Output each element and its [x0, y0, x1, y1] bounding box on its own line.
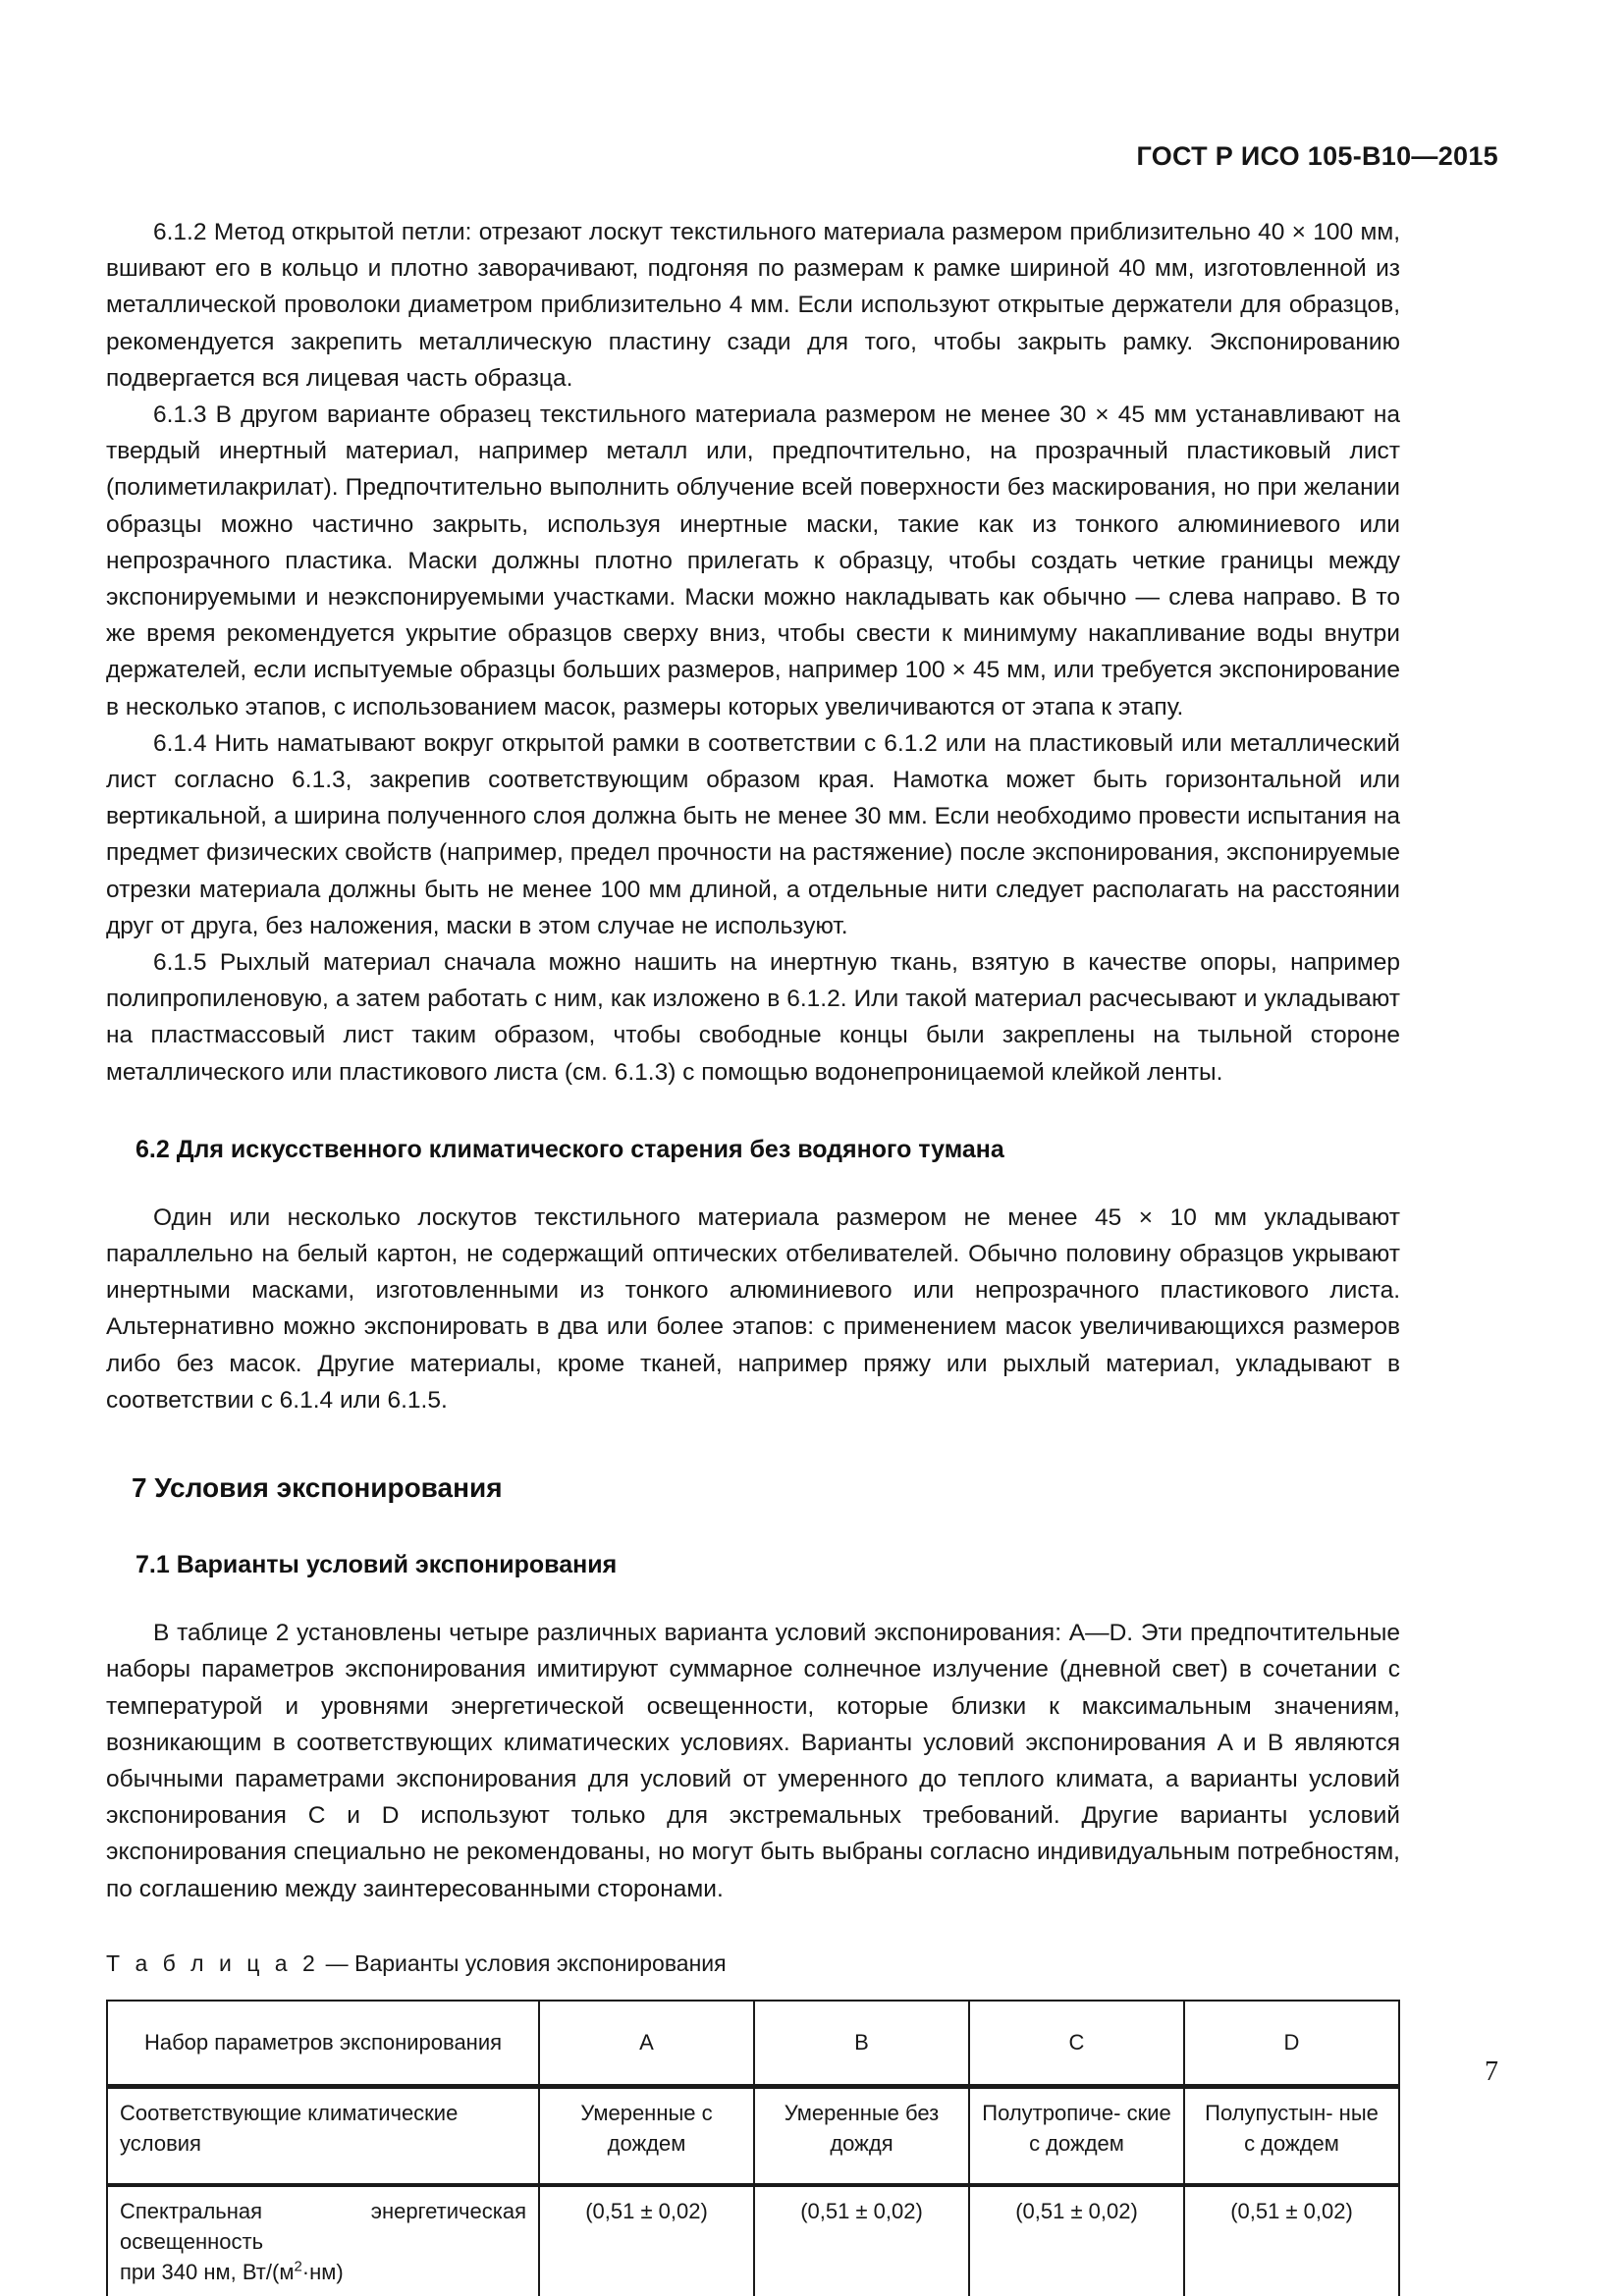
- spacer: [106, 1418, 1400, 1469]
- cell-irradiance-a: (0,51 ± 0,02): [539, 2185, 754, 2296]
- table-2-caption-label: Т а б л и ц а 2: [106, 1949, 320, 1976]
- row-label-spectral-line2-post: ·нм): [301, 2259, 344, 2284]
- spacer: [106, 1168, 1400, 1200]
- heading-7: 7 Условия экспонирования: [132, 1472, 503, 1504]
- heading-7-1: 7.1 Варианты условий экспонирования: [135, 1551, 618, 1579]
- table-2-exposure-conditions: [106, 2000, 1400, 2296]
- table-header-cell-d: D: [1184, 2001, 1399, 2087]
- cell-climatic-b: Умеренные без дождя: [754, 2086, 969, 2185]
- table-row-climatic-conditions: [107, 2086, 1399, 2185]
- cell-irradiance-b: (0,51 ± 0,02): [754, 2185, 969, 2296]
- cell-climatic-a: Умеренные с дождем: [539, 2086, 754, 2185]
- row-label-spectral-exponent: 2: [294, 2258, 302, 2275]
- table-row-spectral-irradiance: [107, 2185, 1399, 2296]
- row-label-climatic-conditions: Соответствующие климатические условия: [107, 2086, 539, 2185]
- paragraph-7-1: В таблице 2 установлены четыре различных варианта условий экспонирования: A—D. Эти предпочтительные наборы параметров экспонирования имитируют суммарное солнечное излучение (дневной свет) в сочетании с температурой и уровнями энергетической освещенности, которые близки к максимальным значениям, возникающим в соответствующих климатических условиях. Варианты условий экспонирования A и B являются обычными параметрами экспонирования для условий от умеренного до теплого климата, а варианты условий экспонирования C и D используют только для экстремальных требований. Другие варианты условий экспонирования специально не рекомендованы, но могут быть выбраны согласно индивидуальным потребностям, по соглашению между заинтересованными сторонами.: [106, 1620, 1400, 1902]
- table-2-caption: [106, 1949, 1400, 1978]
- paragraph-6-1-5: 6.1.5 Рыхлый материал сначала можно нашить на инертную ткань, взятую в качестве опоры, например полипропиленовую, а затем работать с ним, как изложено в 6.1.2. Или такой материал расчесывают и укладывают на пластмассовый лист таким образом, чтобы свободные концы были закреплены на тыльной стороне металлического или пластикового листа (см. 6.1.3) с помощью водонепроницаемой клейкой ленты.: [106, 949, 1400, 1086]
- spacer: [106, 1583, 1400, 1615]
- row-label-spectral-line1: Спектральная энергетическая освещенность: [120, 2198, 526, 2254]
- paragraph-6-1-4: 6.1.4 Нить наматывают вокруг открытой рамки в соответствии с 6.1.2 или на пластиковый или металлический лист согласно 6.1.3, закрепив соответствующим образом края. Намотка может быть горизонтальной или вертикальной, а ширина полученного слоя должна быть не менее 30 мм. Если необходимо провести испытания на предмет физических свойств (например, предел прочности на растяжение) после экспонирования, экспонируемые отрезки материала должны быть не менее 100 мм длиной, а отдельные нити следует располагать на расстоянии друг от друга, без наложения, маски в этом случае не используют.: [106, 729, 1400, 939]
- table-header-cell-a: A: [539, 2001, 754, 2087]
- cell-climatic-c: Полутропиче- ские с дождем: [969, 2086, 1184, 2185]
- cell-irradiance-d: (0,51 ± 0,02): [1184, 2185, 1399, 2296]
- paragraph-6-1-3: 6.1.3 В другом варианте образец текстильного материала размером не менее 30 × 45 мм устанавливают на твердый инертный материал, например металл или, предпочтительно, на прозрачный пластиковый лист (полиметилакрилат). Предпочтительно выполнить облучение всей поверхности без маскирования, но при желании образцы можно частично закрыть, используя инертные маски, такие как из тонкого алюминиевого или непрозрачного пластика. Маски должны плотно прилегать к образцу, чтобы создать четкие границы между экспонируемыми и неэкспонируемыми участками. Маски можно накладывать как обычно — слева направо. В то же время рекомендуется укрытие образцов сверху вниз, чтобы свести к минимуму накапливание воды внутри держателей, если испытуемые образцы больших размеров, например 100 × 45 мм, или требуется экспонирование в несколько этапов, с использованием масок, размеры которых увеличиваются от этапа к этапу.: [106, 401, 1400, 721]
- table-header-cell-b: B: [754, 2001, 969, 2087]
- row-label-spectral-irradiance: [107, 2185, 539, 2296]
- paragraph-6-2: Один или несколько лоскутов текстильного материала размером не менее 45 × 10 мм укладывают параллельно на белый картон, не содержащий оптических отбеливателей. Обычно половину образцов укрывают инертными масками, изготовленными из тонкого алюминиевого или непрозрачного пластикового листа. Альтернативно можно экспонировать в два или более этапов: с применением масок увеличивающихся размеров либо без масок. Другие материалы, кроме тканей, например пряжу или рыхлый материал, укладывают в соответствии с 6.1.4 или 6.1.5.: [106, 1203, 1400, 1414]
- cell-irradiance-c: (0,51 ± 0,02): [969, 2185, 1184, 2296]
- running-header-standard-id: ГОСТ Р ИСО 105-В10—2015: [1136, 141, 1498, 171]
- table-header-cell-c: C: [969, 2001, 1184, 2087]
- table-2-caption-text: — Варианты условия экспонирования: [319, 1949, 727, 1976]
- paragraph-6-1-2: 6.1.2 Метод открытой петли: отрезают лоскут текстильного материала размером приблизительно 40 × 100 мм, вшивают его в кольцо и плотно заворачивают, подгоняя по размерам к рамке шириной 40 мм, изготовленной из металлической проволоки диаметром приблизительно 4 мм. Если используют открытые держатели для образцов, рекомендуется закрепить металлическую пластину сзади для того, чтобы закрыть рамку. Экспонированию подвергается вся лицевая часть образца.: [106, 219, 1400, 392]
- heading-6-2: 6.2 Для искусственного климатического старения без водяного тумана: [135, 1135, 1004, 1163]
- page-number: 7: [1485, 2056, 1498, 2087]
- table-header-row: [107, 2001, 1399, 2087]
- table-header-cell-parameters: Набор параметров экспонирования: [107, 2001, 539, 2087]
- row-label-spectral-line2-pre: при 340 нм, Вт/(м: [120, 2259, 295, 2284]
- cell-climatic-d: Полупустын- ные с дождем: [1184, 2086, 1399, 2185]
- page-content: [106, 214, 1400, 2296]
- spacer: [106, 1091, 1400, 1132]
- spacer: [106, 1907, 1400, 1949]
- spacer: [106, 1506, 1400, 1547]
